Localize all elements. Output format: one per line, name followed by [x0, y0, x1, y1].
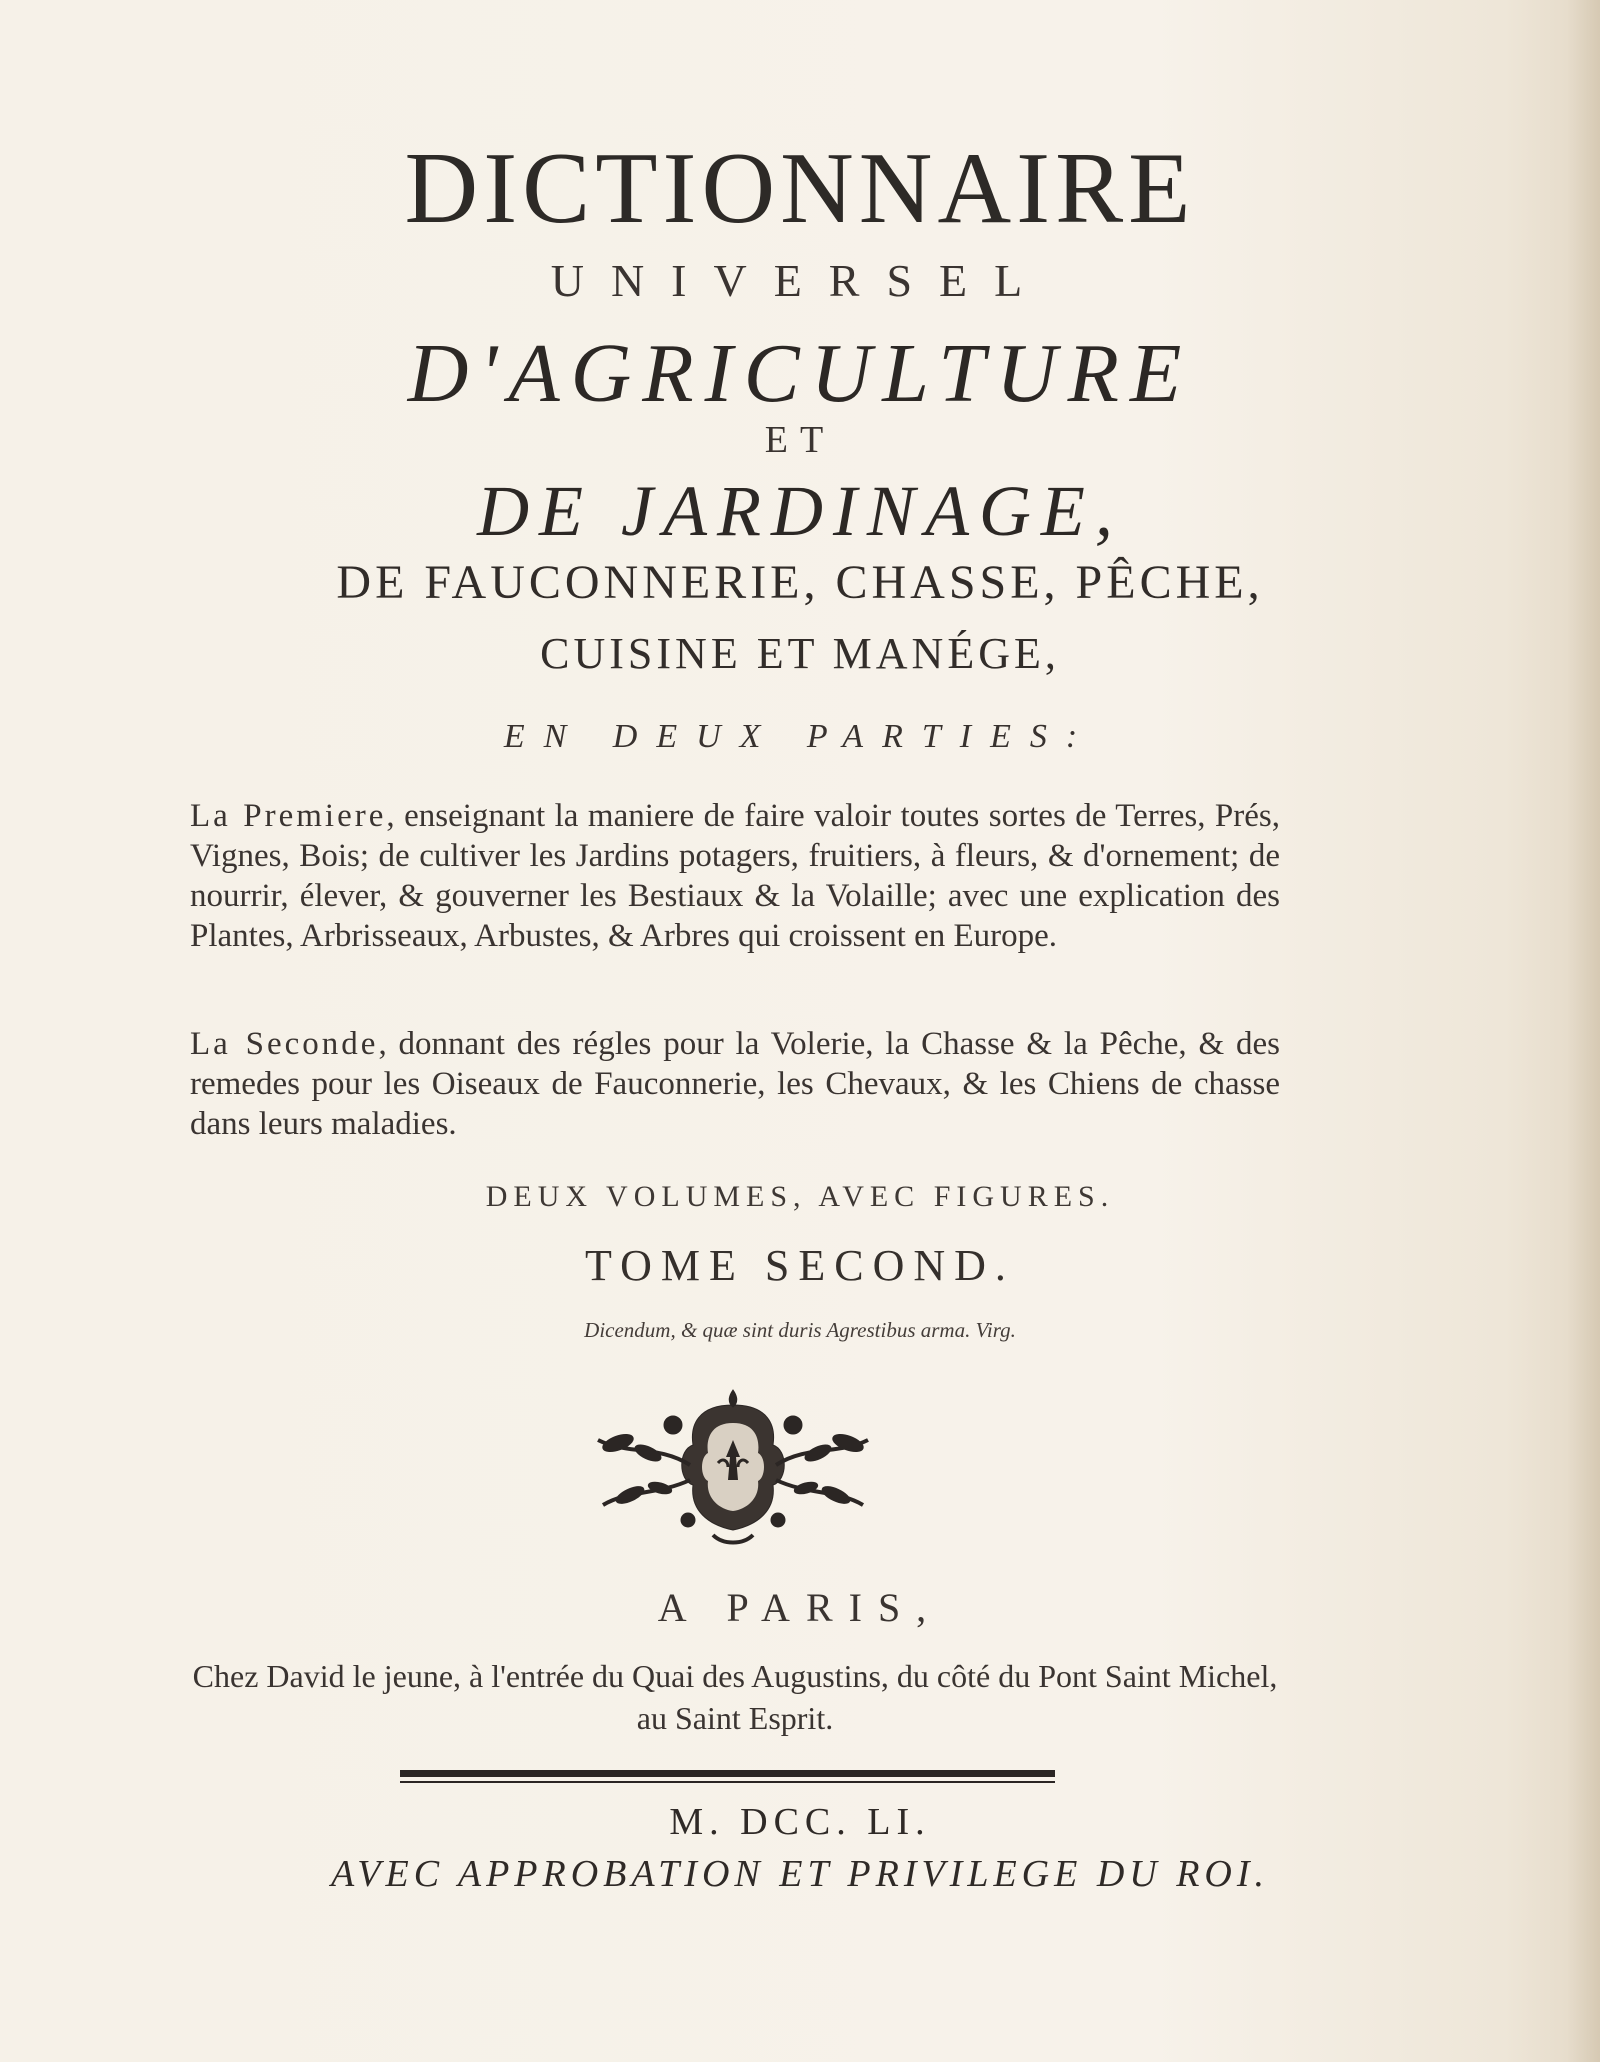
subtitle-cuisine: CUISINE ET MANÉGE,: [540, 629, 1060, 678]
title-universel: UNIVERSEL: [550, 255, 1050, 306]
first-part-text: , enseignant la maniere de faire valoir toutes sortes de Terres, Prés, Vignes, Bois; de cultiver les Jardins potagers, fruitiers, à fleurs, & d'ornement; de nourrir, élever, & gouverner les Bestiaux & la Volaille; avec une explication des Plantes, Arbrisseaux, Arbustes, & Arbres qui croissent en Europe.: [190, 798, 1280, 954]
title-et: ET: [764, 419, 836, 461]
double-rule-thick: [400, 1770, 1055, 1777]
double-rule-thin: [400, 1781, 1055, 1783]
imprint-city: A PARIS,: [657, 1585, 943, 1630]
page-fold-shadow: [1568, 0, 1600, 2062]
subtitle-deux-parties: EN DEUX PARTIES:: [503, 718, 1097, 755]
title-jardinage: DE JARDINAGE,: [477, 471, 1123, 551]
tome-line: TOME SECOND.: [585, 1241, 1015, 1290]
second-part-lead: La Seconde: [190, 1026, 379, 1062]
imprint-privilege: AVEC APPROBATION ET PRIVILEGE DU ROI.: [330, 1853, 1270, 1895]
title-dictionnaire: DICTIONNAIRE: [404, 132, 1196, 245]
imprint-year: M. DCC. LI.: [669, 1801, 931, 1843]
title-agriculture: D'AGRICULTURE: [407, 327, 1193, 420]
volumes-line: DEUX VOLUMES, AVEC FIGURES.: [485, 1180, 1115, 1213]
second-part-text: , donnant des régles pour la Volerie, la Chasse & la Pêche, & des remedes pour les Oiseaux de Fauconnerie, les Chevaux, & les Chiens de chasse dans leurs maladies.: [190, 1026, 1280, 1142]
printers-ornament-icon: [578, 1385, 888, 1555]
first-part-description: [190, 796, 1280, 956]
imprint-publisher: Chez David le jeune, à l'entrée du Quai des Augustins, du côté du Pont Saint Michel, au Saint Esprit.: [192, 1658, 1278, 1736]
first-part-lead: La Premiere: [190, 798, 387, 834]
epigraph: Dicendum, & quæ sint duris Agrestibus arma. Virg.: [584, 1318, 1016, 1342]
subtitle-fauconnerie: DE FAUCONNERIE, CHASSE, PÊCHE,: [336, 556, 1264, 609]
second-part-description: [190, 1024, 1280, 1144]
